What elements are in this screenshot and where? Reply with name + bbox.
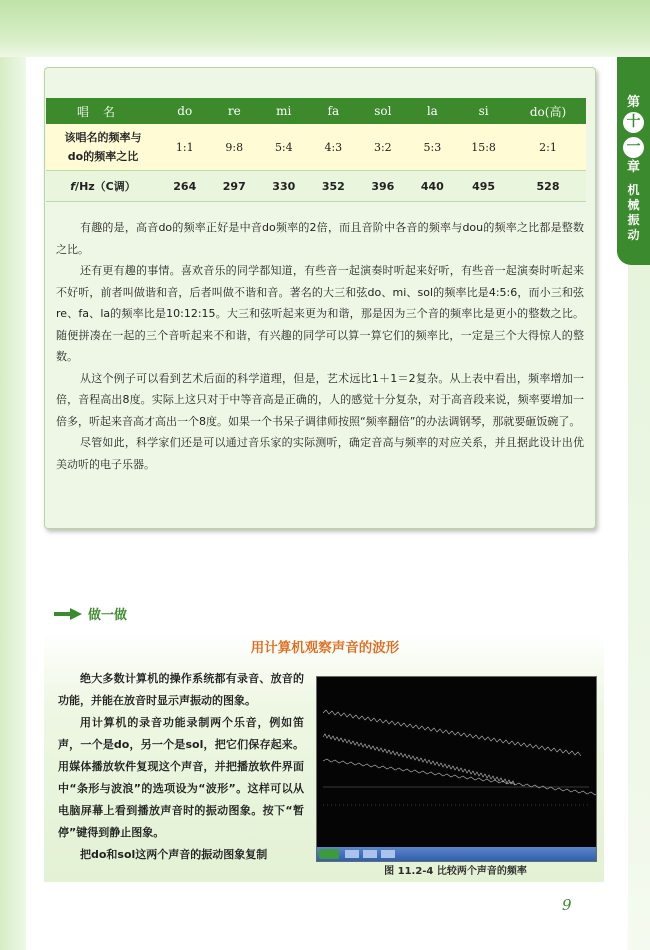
table-cell: 528 <box>510 171 586 202</box>
header-cell: do(高) <box>510 98 586 124</box>
chapter-title: 机械振动 <box>627 183 640 242</box>
row-label-line: 该唱名的频率与 <box>64 131 142 144</box>
page-number: 9 <box>562 896 572 914</box>
side-strip <box>628 265 650 950</box>
paragraph: 从这个例子可以看到艺术后面的科学道理，但是，艺术远比1＋1＝2复杂。从上表中看出，频率增加一倍，音程高出8度。实际上这只对于中等音高是正确的，人的感觉十分复杂，对于高音段来说，频率要增加一倍多，听起来音高才高出一个8度。如果一个书呆子调律师按照“频率翻倍”的办法调钢琴，那就要砸饭碗了。 <box>56 371 584 428</box>
chapter-number-one: 一 <box>623 137 644 158</box>
arrow-icon <box>54 608 82 620</box>
header-cell: la <box>408 98 458 124</box>
activity-label <box>54 604 127 623</box>
header-cell: 唱名 <box>46 98 160 124</box>
table-row-frequency <box>46 171 586 202</box>
table-cell: 330 <box>259 171 309 202</box>
taskbar-item-icon <box>381 850 395 858</box>
row-label-line: do的频率之比 <box>67 150 139 163</box>
waveform-figure <box>316 676 597 862</box>
activity-text <box>58 668 304 866</box>
paragraph: 尽管如此，科学家们还是可以通过音乐家的实际测听，确定音高与频率的对应关系，并且据此设计出优美动听的电子乐器。 <box>56 436 584 471</box>
row-label-frequency <box>46 171 160 202</box>
table-cell: 5:3 <box>408 124 458 171</box>
table-cell: 264 <box>160 171 210 202</box>
table-cell: 4:3 <box>309 124 359 171</box>
chapter-number-ten: 十 <box>623 112 644 133</box>
start-button-icon <box>319 849 339 859</box>
table-cell: 297 <box>210 171 260 202</box>
table-cell: 396 <box>358 171 408 202</box>
activity-title: 用计算机观察声音的波形 <box>250 640 400 656</box>
paragraph: 用计算机的录音功能录制两个乐音，例如笛声，一个是do，另一个是sol，把它们保存起来。用媒体播放软件复现这个声音，并把播放软件界面中“条形与波浪”的选项设为“波形”。这样可以从电脑屏幕上看到播放声音时的振动图象。按下“暂停”键得到静止图象。 <box>58 716 304 839</box>
figure-caption: 图 11.2-4 比较两个声音的频率 <box>384 866 527 877</box>
row-label-ratio <box>46 124 160 171</box>
taskbar <box>317 847 596 861</box>
taskbar-item-icon <box>345 850 359 858</box>
header-cell: mi <box>259 98 309 124</box>
header-cell: si <box>457 98 510 124</box>
table-cell: 5:4 <box>259 124 309 171</box>
page-left-band <box>0 57 26 950</box>
paragraph: 还有更有趣的事情。喜欢音乐的同学都知道，有些音一起演奏时听起来好听，有些音一起演奏时听起来不好听，前者叫做谐和音，后者叫做不谐和音。著名的大三和弦do、mi、sol的频率比是4:5:6，而小三和弦re、fa、la的频率比是10:12:15。大三和弦听起来更为和谐，那是因为三个音的频率比是更小的整数之比。随便拼凑在一起的三个音听起来不和谐，有兴趣的同学可以算一算它们的频率比，一定是三个大得惊人的整数。 <box>56 264 584 363</box>
paragraph: 绝大多数计算机的操作系统都有录音、放音的功能，并能在放音时显示声振动的图象。 <box>58 672 304 707</box>
paragraph: 把do和sol这两个声音的振动图象复制 <box>80 848 268 861</box>
taskbar-item-icon <box>363 850 377 858</box>
table-cell: 2:1 <box>510 124 586 171</box>
table-cell: 9:8 <box>210 124 260 171</box>
paragraph: 有趣的是，高音do的频率正好是中音do频率的2倍，而且音阶中各音的频率与dou的频率之比都是整数之比。 <box>56 221 584 256</box>
header-cell: sol <box>358 98 408 124</box>
chapter-prefix: 第 <box>626 95 640 110</box>
row-label-unit: /Hz（C调） <box>75 179 136 193</box>
waveform-image <box>317 677 596 847</box>
page-top-band <box>0 0 650 57</box>
reading-text <box>56 217 584 475</box>
chapter-suffix: 章 <box>626 160 640 175</box>
table-cell: 352 <box>309 171 359 202</box>
header-cell: do <box>160 98 210 124</box>
table-cell: 15:8 <box>457 124 510 171</box>
row-label-f: f <box>70 179 76 193</box>
header-cell: fa <box>309 98 359 124</box>
frequency-table <box>46 98 586 202</box>
table-cell: 440 <box>408 171 458 202</box>
chapter-side-tab <box>617 57 650 265</box>
table-header-row <box>46 98 586 124</box>
header-cell: re <box>210 98 260 124</box>
table-cell: 1:1 <box>160 124 210 171</box>
table-cell: 495 <box>457 171 510 202</box>
table-cell: 3:2 <box>358 124 408 171</box>
table-row-ratio <box>46 124 586 171</box>
activity-label-text: 做一做 <box>88 608 128 623</box>
